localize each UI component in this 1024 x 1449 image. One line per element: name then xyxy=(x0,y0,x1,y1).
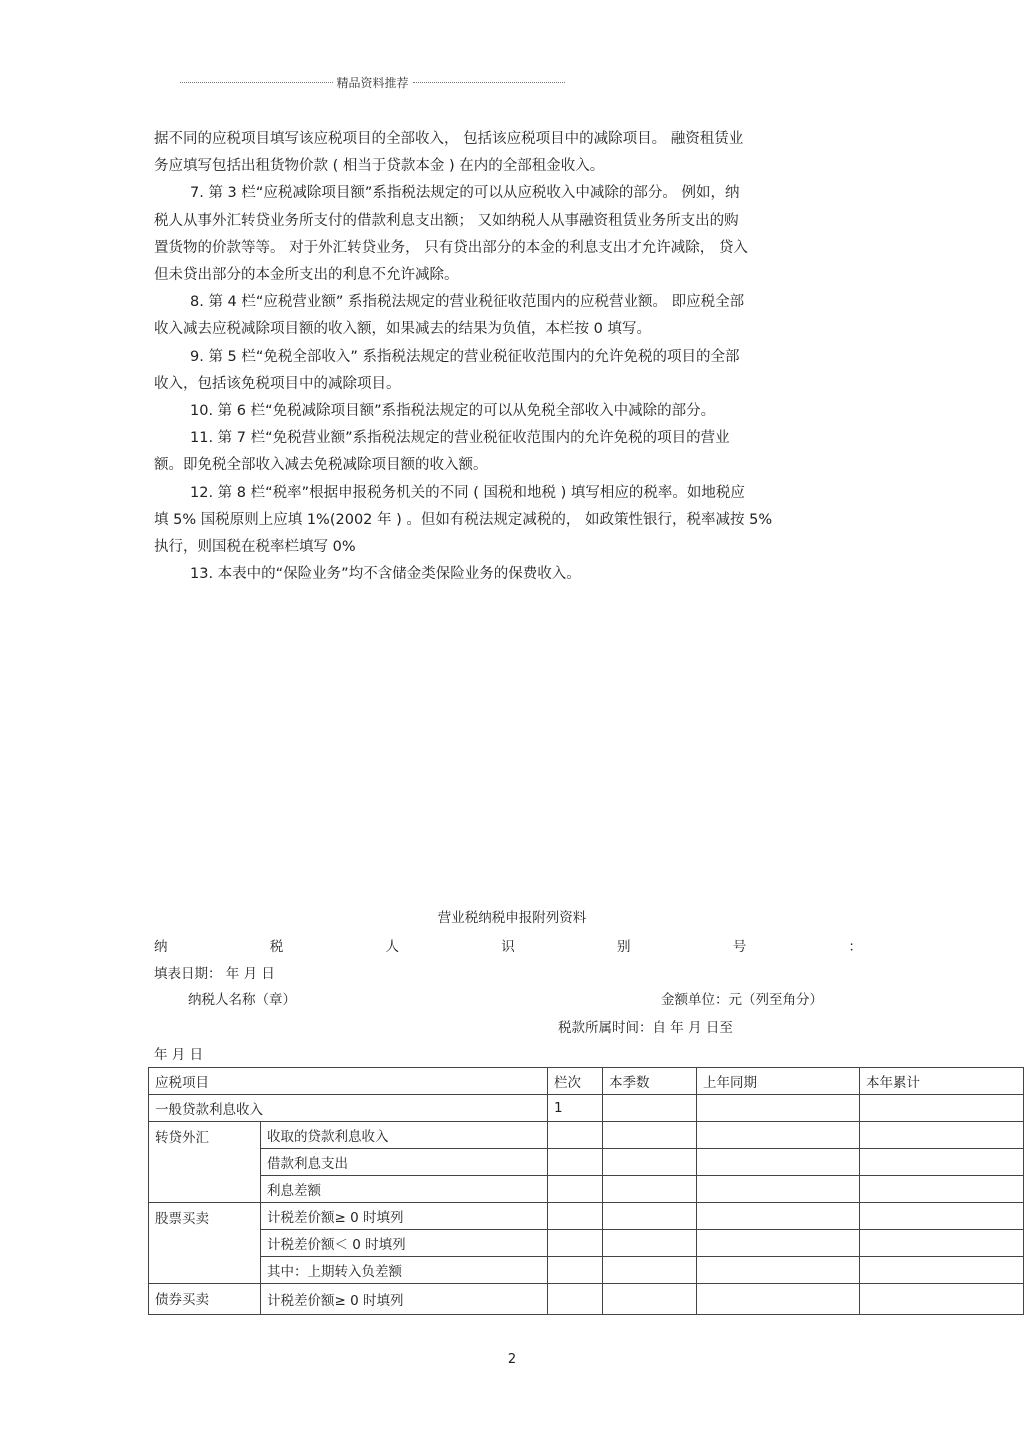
row-sublabel: 其中：上期转入负差额 xyxy=(261,1257,548,1284)
paragraph-line: 执行，则国税在税率栏填写 0% xyxy=(154,539,356,556)
input-cell[interactable] xyxy=(603,1230,697,1257)
taxpayer-id-char: 别 xyxy=(617,939,631,955)
input-cell[interactable] xyxy=(860,1149,1024,1176)
table-row xyxy=(149,1149,1024,1176)
taxpayer-id-line xyxy=(154,935,862,955)
taxpayer-id-char: 号 xyxy=(732,939,747,955)
input-cell[interactable] xyxy=(860,1203,1024,1230)
header-dots-right xyxy=(413,82,566,83)
input-cell[interactable] xyxy=(603,1203,697,1230)
input-cell[interactable] xyxy=(603,1176,697,1203)
paragraph-line: 据不同的应税项目填写该应税项目的全部收入， 包括该应税项目中的减除项目。 融资租赁业 xyxy=(154,131,744,147)
tax-period-end: 年 月 日 xyxy=(154,1047,204,1063)
taxpayer-id-char: 纳 xyxy=(154,939,168,955)
paragraph-line: 7. 第 3 栏“应税减除项目额”系指税法规定的可以从应税收入中减除的部分。 例如，纳 xyxy=(190,185,740,202)
page-header xyxy=(180,74,565,91)
row-line-no xyxy=(548,1176,603,1203)
table-row xyxy=(149,1122,1024,1149)
header-this-quarter: 本季数 xyxy=(603,1068,697,1095)
input-cell[interactable] xyxy=(697,1257,860,1284)
header-line-no: 栏次 xyxy=(548,1068,603,1095)
tax-period: 税款所属时间：自 年 月 日至 xyxy=(558,1020,733,1036)
row-sublabel: 计税差价额≥ 0 时填列 xyxy=(261,1284,548,1315)
input-cell[interactable] xyxy=(697,1284,860,1315)
row-line-no xyxy=(548,1284,603,1315)
paragraph-line: 置货物的价款等等。 对于外汇转贷业务， 只有贷出部分的本金的利息支出才允许减除， 贷入 xyxy=(154,239,748,256)
input-cell[interactable] xyxy=(860,1284,1024,1315)
table-row xyxy=(149,1230,1024,1257)
fill-date: 填表日期： 年 月 日 xyxy=(154,966,275,982)
table-row xyxy=(149,1257,1024,1284)
input-cell[interactable] xyxy=(697,1203,860,1230)
header-dots-left xyxy=(180,82,333,83)
table-header-row xyxy=(149,1068,1024,1095)
taxpayer-id-char: 税 xyxy=(269,939,284,955)
row-line-no xyxy=(548,1203,603,1230)
paragraph-line: 务应填写包括出租货物价款 ( 相当于贷款本金 ) 在内的全部租金收入。 xyxy=(154,158,605,175)
input-cell[interactable] xyxy=(603,1095,697,1122)
row-line-no xyxy=(548,1230,603,1257)
header-tax-item: 应税项目 xyxy=(149,1068,548,1095)
group-label: 转贷外汇 xyxy=(149,1122,261,1203)
input-cell[interactable] xyxy=(860,1230,1024,1257)
table-row xyxy=(149,1176,1024,1203)
paragraph-line: 9. 第 5 栏“免税全部收入” 系指税法规定的营业税征收范围内的允许免税的项目的全部 xyxy=(190,348,740,365)
row-sublabel: 计税差价额＜ 0 时填列 xyxy=(261,1230,548,1257)
page-number: 2 xyxy=(507,1352,517,1367)
header-label: 精品资料推荐 xyxy=(336,76,409,90)
input-cell[interactable] xyxy=(697,1149,860,1176)
paragraph-line: 收入减去应税减除项目额的收入额，如果减去的结果为负值，本栏按 0 填写。 xyxy=(154,321,651,338)
paragraph-line: 12. 第 8 栏“税率”根据申报税务机关的不同 ( 国税和地税 ) 填写相应的税率。如地税应 xyxy=(190,484,745,501)
input-cell[interactable] xyxy=(603,1257,697,1284)
input-cell[interactable] xyxy=(697,1230,860,1257)
input-cell[interactable] xyxy=(860,1095,1024,1122)
row-label: 一般贷款利息收入 xyxy=(149,1095,548,1122)
header-last-year-same-period: 上年同期 xyxy=(697,1068,860,1095)
input-cell[interactable] xyxy=(603,1149,697,1176)
paragraph-line: 10. 第 6 栏“免税减除项目额”系指税法规定的可以从免税全部收入中减除的部分。 xyxy=(190,403,716,420)
row-sublabel: 计税差价额≥ 0 时填列 xyxy=(261,1203,548,1230)
input-cell[interactable] xyxy=(860,1176,1024,1203)
paragraph-line: 8. 第 4 栏“应税营业额” 系指税法规定的营业税征收范围内的应税营业额。 即应税全部 xyxy=(190,294,745,311)
group-label: 债券买卖 xyxy=(149,1284,261,1315)
table-row xyxy=(149,1095,1024,1122)
instructions-body xyxy=(154,126,874,588)
paragraph-line: 收入，包括该免税项目中的减除项目。 xyxy=(154,375,401,392)
header-year-to-date: 本年累计 xyxy=(860,1068,1024,1095)
paragraph-line: 税人从事外汇转贷业务所支付的借款利息支出额； 又如纳税人从事融资租赁业务所支出的购 xyxy=(154,212,739,229)
taxpayer-id-char: 识 xyxy=(501,939,515,955)
input-cell[interactable] xyxy=(860,1122,1024,1149)
table-row xyxy=(149,1203,1024,1230)
group-label: 股票买卖 xyxy=(149,1203,261,1284)
paragraph-line: 但未贷出部分的本金所支出的利息不允许减除。 xyxy=(154,267,459,284)
paragraph-line: 11. 第 7 栏“免税营业额”系指税法规定的营业税征收范围内的允许免税的项目的营业 xyxy=(190,430,730,447)
input-cell[interactable] xyxy=(697,1095,860,1122)
input-cell[interactable] xyxy=(697,1122,860,1149)
row-line-no: 1 xyxy=(548,1095,603,1122)
input-cell[interactable] xyxy=(860,1257,1024,1284)
row-line-no xyxy=(548,1257,603,1284)
row-sublabel: 利息差额 xyxy=(261,1176,548,1203)
amount-unit: 金额单位：元（列至角分） xyxy=(661,992,823,1008)
row-sublabel: 收取的贷款利息收入 xyxy=(261,1122,548,1149)
taxpayer-id-char: ： xyxy=(848,939,862,955)
row-sublabel: 借款利息支出 xyxy=(261,1149,548,1176)
taxpayer-id-char: 人 xyxy=(385,939,399,955)
paragraph-line: 13. 本表中的“保险业务”均不含储金类保险业务的保费收入。 xyxy=(190,566,581,583)
input-cell[interactable] xyxy=(603,1284,697,1315)
attachment-table xyxy=(148,1067,1024,1315)
table-row xyxy=(149,1284,1024,1315)
row-line-no xyxy=(548,1149,603,1176)
paragraph-line: 填 5% 国税原则上应填 1%(2002 年 ) 。但如有税法规定减税的， 如政策性银行，税率减按 5% xyxy=(154,511,773,528)
taxpayer-name: 纳税人名称（章） xyxy=(188,992,296,1008)
row-line-no xyxy=(548,1122,603,1149)
form-title: 营业税纳税申报附列资料 xyxy=(437,910,587,926)
paragraph-line: 额。即免税全部收入减去免税减除项目额的收入额。 xyxy=(154,457,488,474)
input-cell[interactable] xyxy=(603,1122,697,1149)
input-cell[interactable] xyxy=(697,1176,860,1203)
